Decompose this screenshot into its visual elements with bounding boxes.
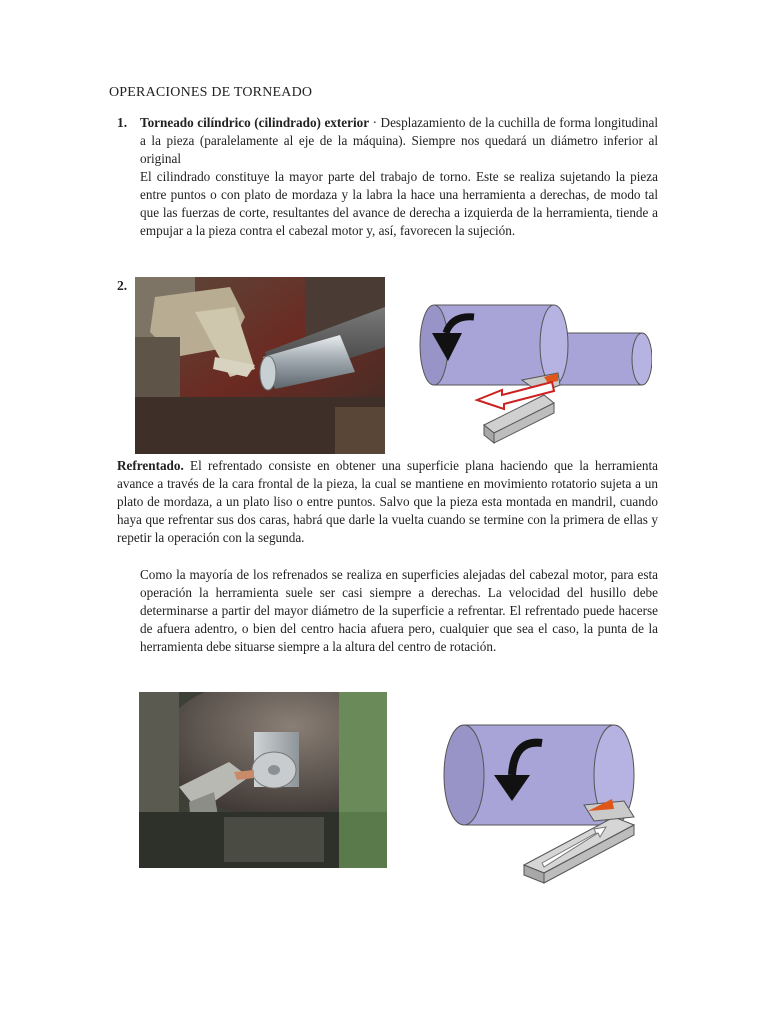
section-2-paragraph-a (117, 457, 658, 547)
section-1-paragraph-a (140, 114, 658, 168)
section-1-term: Torneado cilíndrico (cilindrado) exterior (140, 115, 370, 130)
section-1-paragraph-b: El cilindrado constituye la mayor parte del trabajo de torno. Este se realiza sujetando la pieza entre puntos o con plato de mordaza y la labra la hace una herramienta a derechas, de modo tal que las fuerzas de corte, resultantes del avance de derecha a izquierda de la herramienta, tiende a empujar a la pieza contra el cabezal motor y, así, favorecen la sujeción. (140, 169, 658, 238)
cylindrical-turning-photo (135, 277, 385, 454)
section-2-paragraph-b: Como la mayoría de los refrenados se realiza en superficies alejadas del cabezal motor, para esta operación la herramienta suele ser casi siempre a derechas. La velocidad del husillo debe determinarse a partir del mayor diámetro de la superficie a refrentar. El refrentado puede hacerse de afuera adentro, o bien del centro hacia afuera pero, cualquier que sea el caso, la punta de la herramienta debe situarse siempre a la altura del centro de rotación. (140, 567, 658, 654)
section-2-text-a: El refrentado consiste en obtener una superficie plana haciendo que la herramienta avance a través de la cara frontal de la pieza, la cual se mantiene en movimiento rotatorio sujeta a un plato de mordaza, a un plato liso o entre puntos. Salvo que la pieza esta montada en mandril, cuando haya que refrentar sus dos caras, habrá que darle la vuelta cuando se termine con la primera de ellas y repetir la operación con la segunda. (117, 458, 658, 545)
section-2-number: 2. (117, 278, 128, 293)
facing-diagram (424, 705, 664, 885)
cylindrical-turning-diagram (412, 285, 652, 445)
section-1-number: 1. (117, 115, 128, 130)
section-1-text-a: · Desplazamiento de la cuchilla de forma longitudinal a la pieza (paralelamente al eje de la máquina). Siempre nos quedará un diámetro inferior al original (140, 115, 659, 166)
page-title: OPERACIONES DE TORNEADO (109, 85, 313, 100)
section-2-term: Refrentado. (117, 458, 184, 473)
facing-photo (139, 692, 387, 868)
